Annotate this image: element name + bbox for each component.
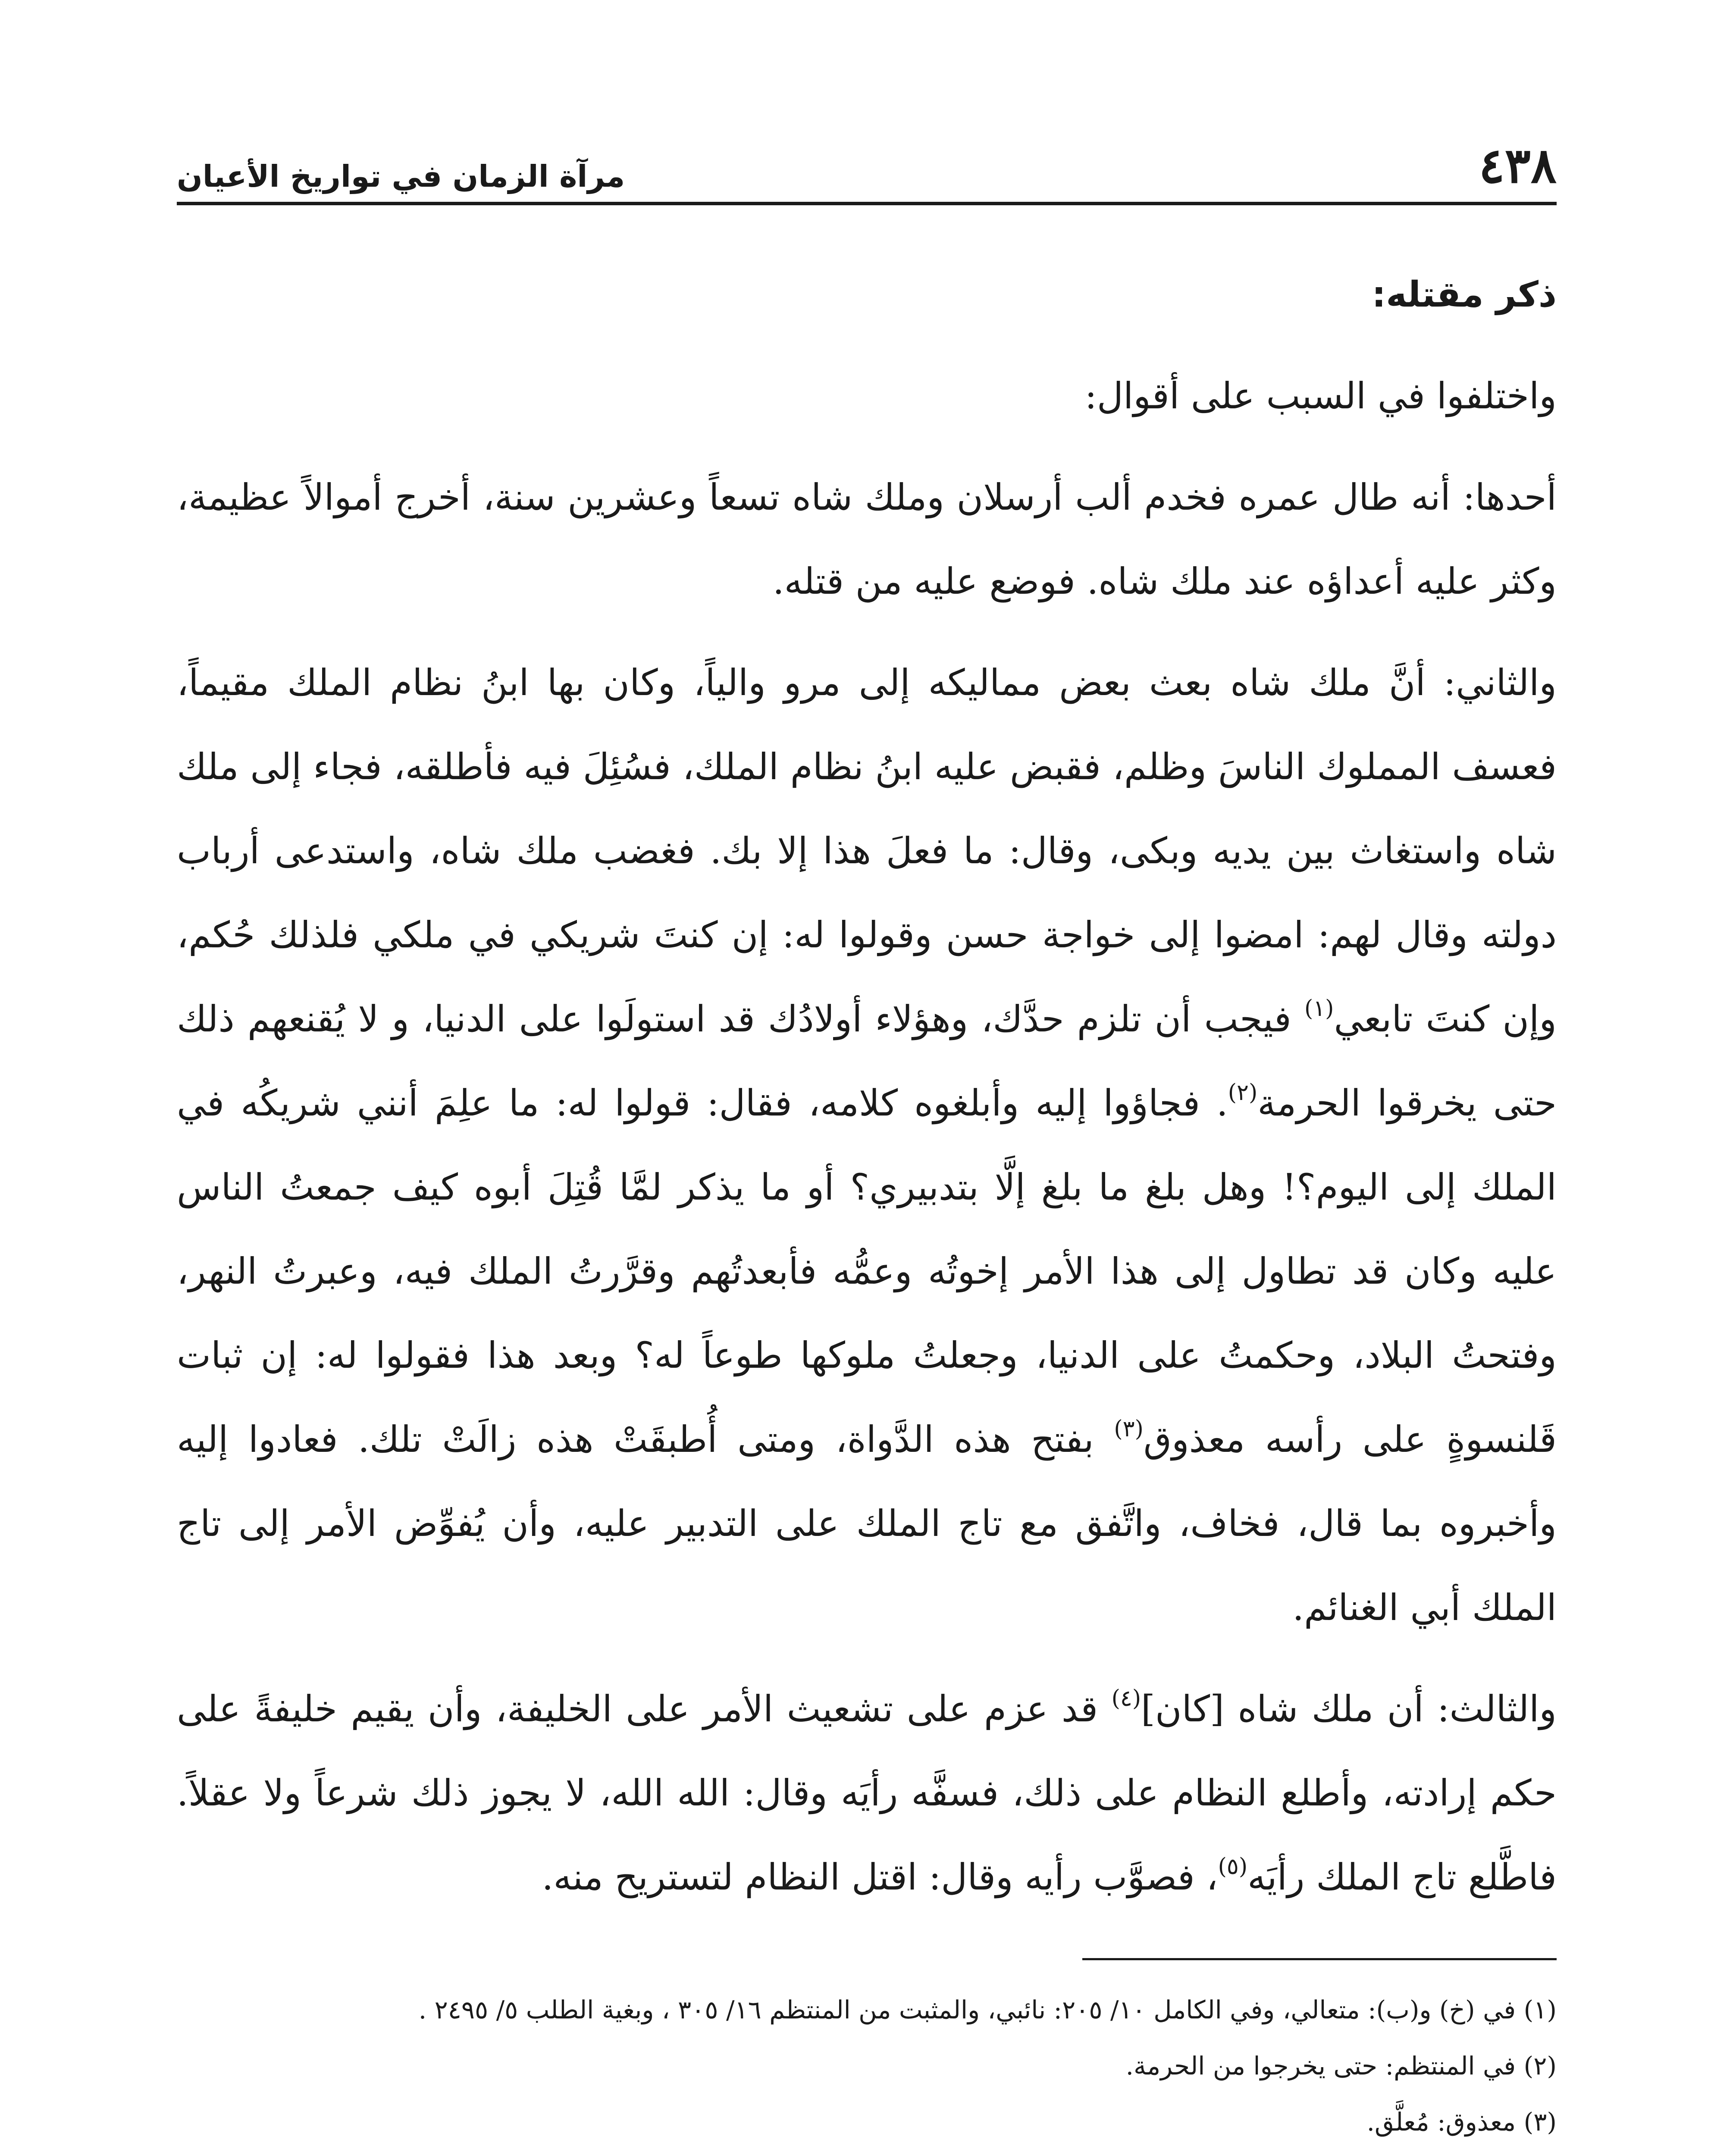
- paragraph-text: والثالث: أن ملك شاه [كان]: [1141, 1688, 1557, 1730]
- paragraph-first: أحدها: أنه طال عمره فخدم ألب أرسلان وملك شاه تسعاً وعشرين سنة، أخرج أموالاً عظيمة، وكثر عليه أعداؤه عند ملك شاه. فوضع عليه من قتله.: [177, 476, 1557, 602]
- footnote-marker-4[interactable]: (٤): [1111, 1686, 1141, 1711]
- running-title: مرآة الزمان في تواريخ الأعيان: [177, 159, 625, 194]
- paragraph-text: بفتح هذه الدَّواة، ومتى أُطبقَتْ هذه زالَتْ تلك. فعادوا إليه وأخبروه بما قال، فخاف، واتَّفق مع تاج الملك على التدبير عليه، وأن يُفوِّض الأمر إلى تاج الملك أبي الغنائم.: [177, 1418, 1557, 1629]
- footnote-marker-2[interactable]: (٢): [1228, 1080, 1258, 1106]
- paragraph-intro: واختلفوا في السبب على أقوال:: [1084, 375, 1557, 417]
- page-number: ٤٣٨: [1479, 138, 1557, 194]
- paragraph-text: ، فصوَّب رأيه وقال: اقتل النظام لتستريح منه.: [542, 1856, 1218, 1898]
- footnote-3: (٣) معذوق: مُعلَّق.: [1366, 2107, 1557, 2137]
- paragraph-text: قد عزم على تشعيث الأمر على الخليفة، وأن يقيم خليفةً على حكم إرادته، وأطلع النظام على ذلك، فسفَّه رأيَه وقال: الله الله، لا يجوز ذلك شرعاً ولا عقلاً. فاطَّلع تاج الملك رأيَه: [177, 1688, 1557, 1898]
- paragraph-second: [177, 641, 1557, 1650]
- page-header: [177, 129, 1557, 205]
- footnote-divider: [1082, 1958, 1557, 1960]
- footnote-4: [177, 2150, 1557, 2156]
- paragraph-text: . فجاؤوا إليه وأبلغوه كلامه، فقال: قولوا له: ما علِمَ أنني شريكُه في الملك إلى اليوم؟! وهل بلغ ما بلغ إلَّا بتدبيري؟ أو ما يذكر لمَّا قُتِلَ أبوه كيف جمعتُ الناس عليه وكان قد تطاول إلى هذا الأمر إخوتُه وعمُّه فأبعدتُهم وقرَّرتُ الملك فيه، وعبرتُ النهر، وفتحتُ البلاد، وحكمتُ على الدنيا، وجعلتُ ملوكها طوعاً له؟ وبعد هذا فقولوا له: إن ثبات قَلنسوةٍ على رأسه معذوق: [177, 1082, 1557, 1460]
- footnote-marker-5[interactable]: (٥): [1218, 1854, 1248, 1880]
- book-page: [177, 129, 1557, 2156]
- paragraph-third: [177, 1667, 1557, 1919]
- paragraph-text: والثاني: أنَّ ملك شاه بعث بعض مماليكه إلى مرو والياً، وكان بها ابنُ نظام الملك مقيماً، فعسف المملوك الناسَ وظلم، فقبض عليه ابنُ نظام الملك، فسُئِلَ فيه فأطلقه، فجاء إلى ملك شاه واستغاث بين يديه وبكى، وقال: ما فعلَ هذا إلا بك. فغضب ملك شاه، واستدعى أرباب دولته وقال لهم: امضوا إلى خواجة حسن وقولوا له: إن كنتَ شريكي في ملكي فلذلك حُكم، وإن كنتَ تابعي: [177, 661, 1557, 1040]
- section-heading: ذكر مقتله:: [1372, 274, 1557, 315]
- main-text: [177, 253, 1557, 1919]
- paragraph-text: فيجب أن تلزم حدَّك، وهؤلاء أولادُك قد استولَوا على الدنيا، و لا يُقنعهم ذلك حتى يخرقوا الحرمة: [177, 998, 1557, 1124]
- footnote-1: (١) في (خ) و(ب): متعالي، وفي الكامل ١٠/ ٢٠٥: نائبي، والمثبت من المنتظم ١٦/ ٣٠٥ ، وبغية الطلب ٥/ ٢٤٩٥ .: [418, 1995, 1557, 2024]
- footnote-marker-1[interactable]: (١): [1304, 996, 1334, 1022]
- footnotes: [177, 1982, 1557, 2156]
- footnote-marker-3[interactable]: (٣): [1114, 1416, 1144, 1442]
- footnote-2: (٢) في المنتظم: حتى يخرجوا من الحرمة.: [1125, 2051, 1557, 2081]
